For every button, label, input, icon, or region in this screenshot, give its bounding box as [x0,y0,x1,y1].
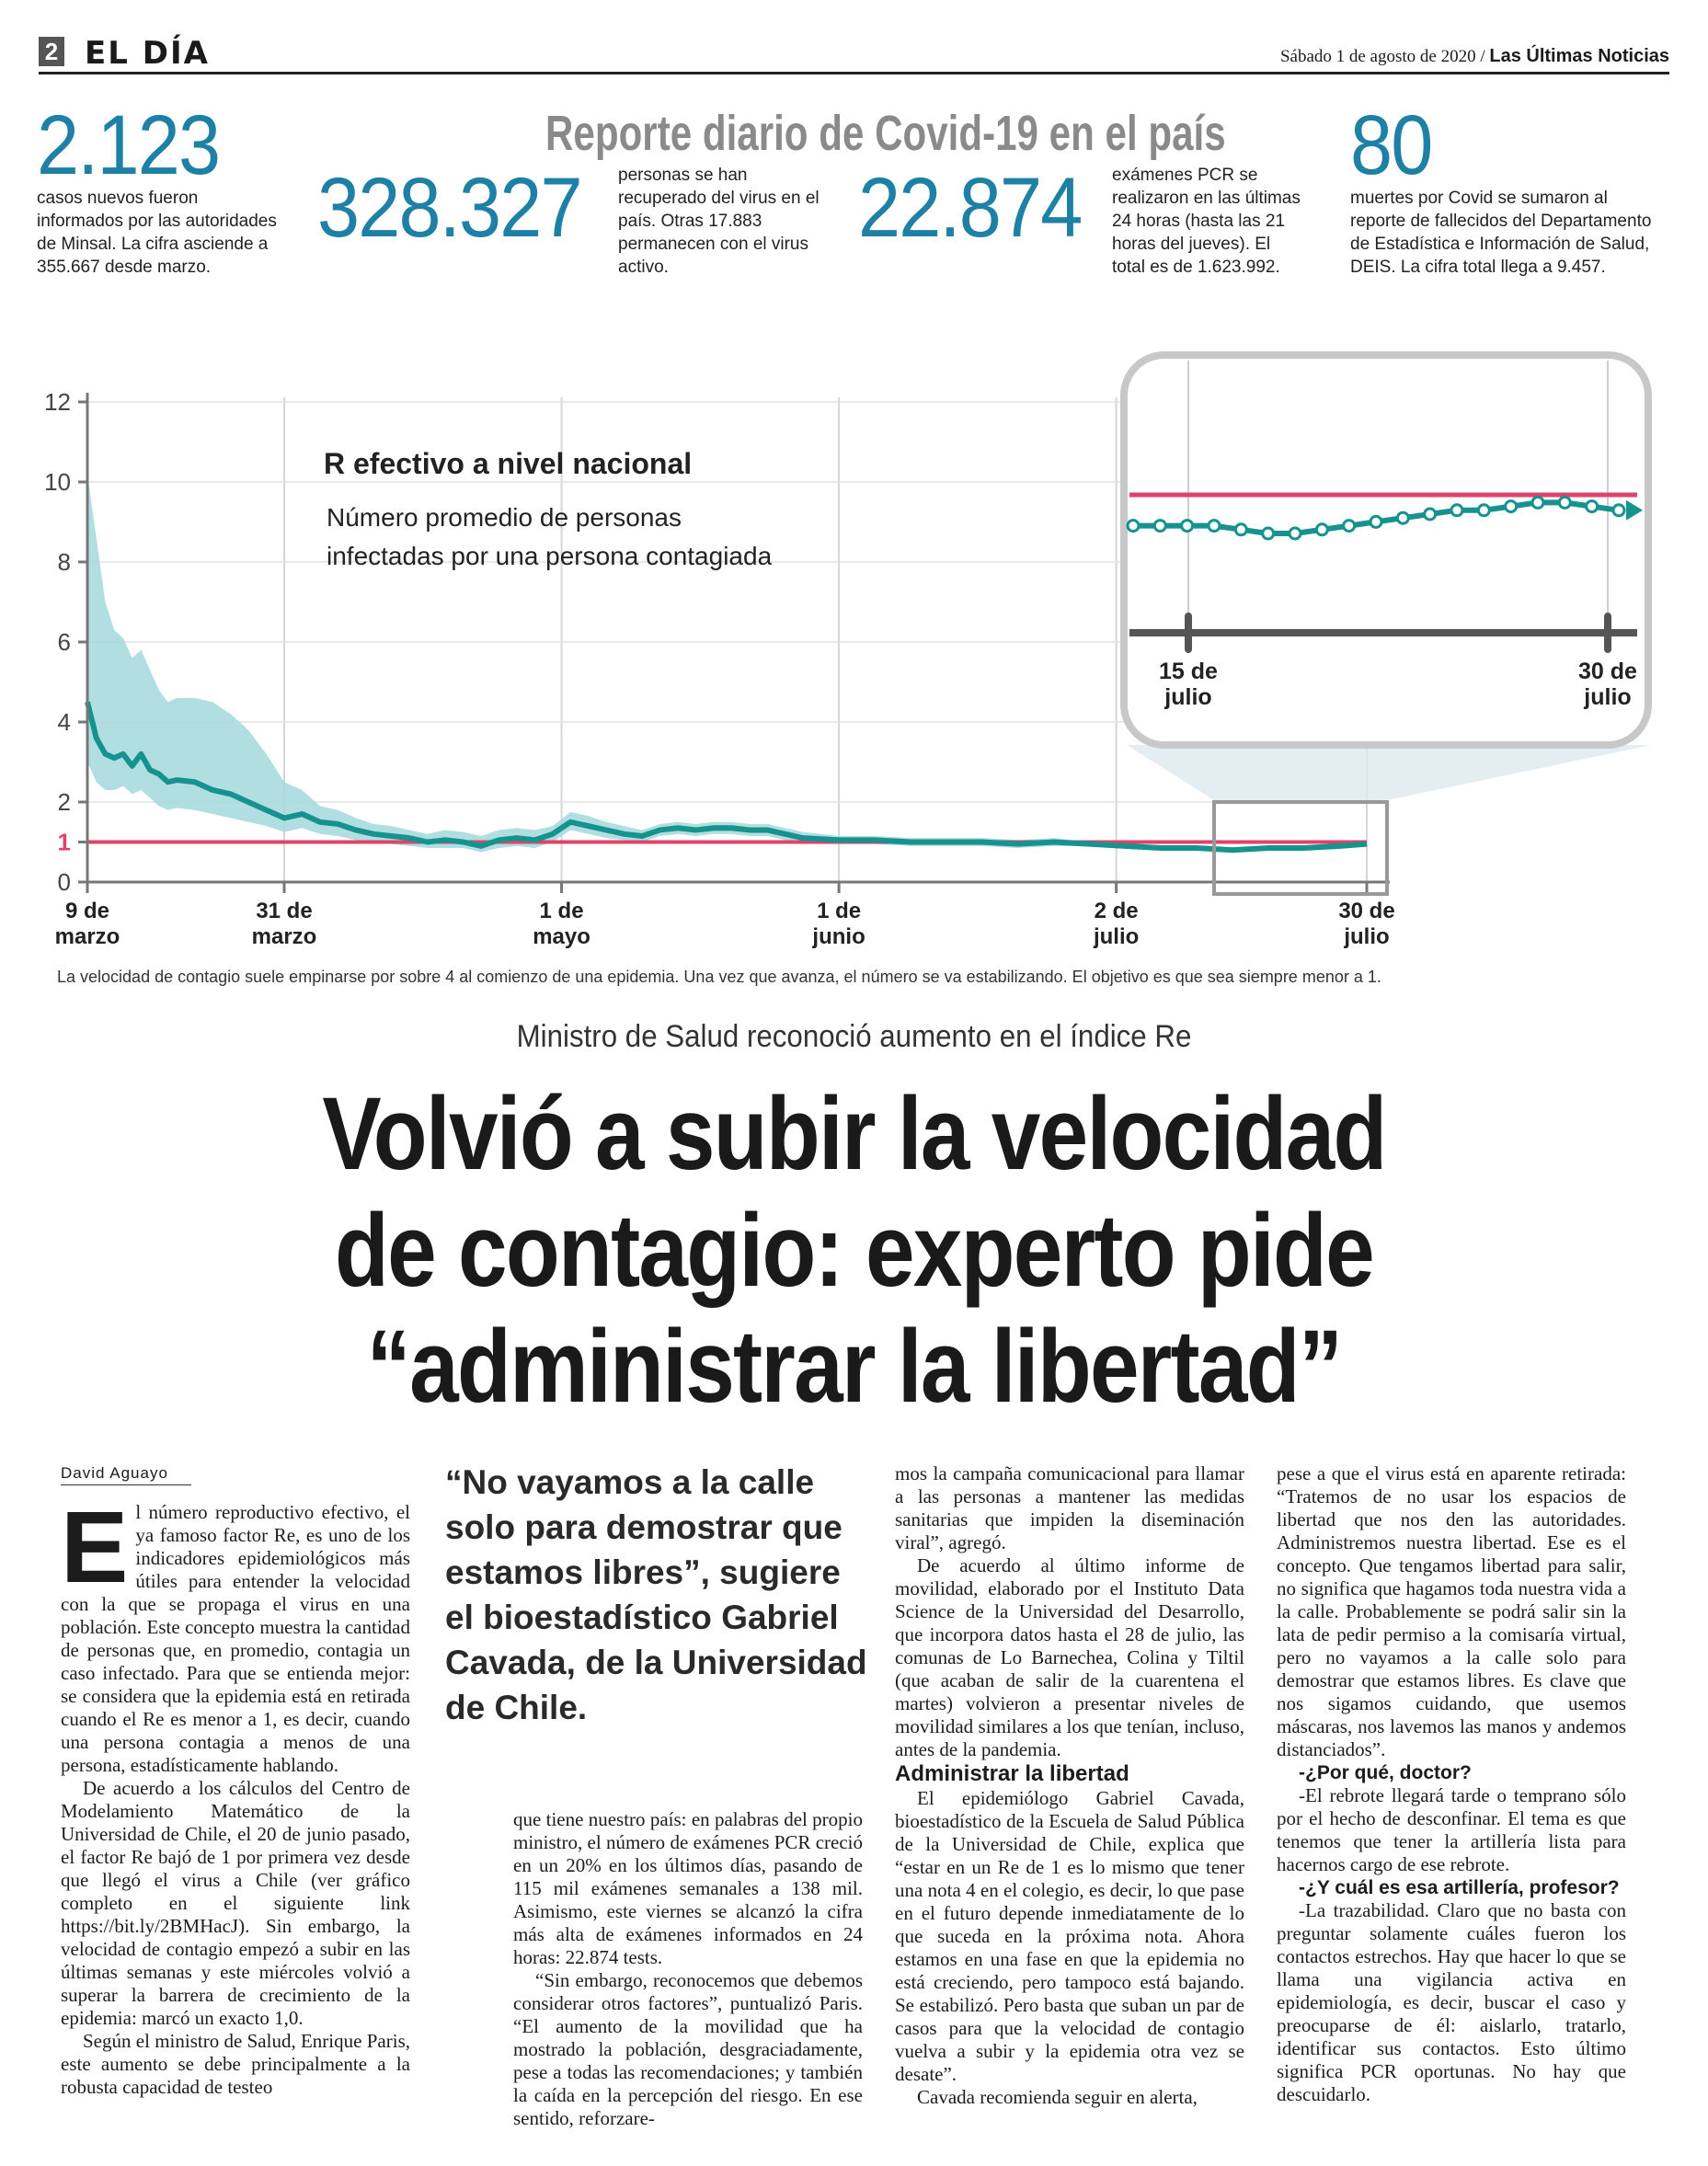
inset-tick-label: 15 de [1159,659,1218,684]
stat-deaths-text: muertes por Covid se sumaron al reporte de fallecidos del Departamento de Estadística e Información de Salud, DEIS. La cifra total llega a 9.457. [1350,189,1652,277]
y-tick-label: 4 [57,708,71,736]
y-tick-label: 0 [57,868,71,896]
x-tick-label: marzo [54,924,120,949]
interview-question: -¿Por qué, doctor? [1299,1762,1472,1783]
inset-point [1316,524,1327,535]
stat-new-cases-text: casos nuevos fueron informados por las autoridades de Minsal. La cifra asciende a 355.667 desde marzo. [37,189,277,277]
stat-recovered-value: 328.327 [317,161,581,255]
inset-point [1425,509,1436,520]
column-4 [1277,1462,1626,2106]
inset-point [1209,521,1220,532]
inset-point [1532,497,1543,508]
report-title: Reporte diario de Covid-19 en el país [545,106,1226,161]
y-tick-label: 1 [57,828,71,856]
column-3 [895,1462,1244,2109]
x-tick-label: 9 de [64,899,110,923]
inset-point [1559,497,1570,508]
inset-point [1235,524,1246,535]
chart-subtitle-2: infectadas por una persona contagiada [327,542,773,570]
col4-paragraph: -La trazabilidad. Claro que no basta con preguntar solamente cuáles fueron los contactos estrechos. Hay que hacer lo que se llama una vigilancia activa en epidemiología, es decir, buscar el caso y preocuparse de él: aislarlo, tratarlo, identificar sus contactos. Esto último significa PCR oportunas. No hay que descuidarlo. [1277,1899,1626,2105]
inset-point [1451,505,1462,516]
inset-point [1478,505,1489,516]
page-number: 2 [39,37,64,66]
stat-new-cases-value: 2.123 [37,98,220,192]
x-tick-label: 1 de [539,899,584,923]
inset-point [1506,501,1517,512]
inset-point [1263,528,1274,539]
x-tick-label: julio [1093,924,1140,949]
stat-pcr-value: 22.874 [858,161,1082,255]
inset-tick-label: julio [1164,684,1212,710]
col4-paragraph: pese a que el virus está en aparente retirada: “Tratemos de no usar los espacios de libertad que nos den las autoridades. Administremos nuestra libertad. Ese es el concepto. Que tengamos libertad para salir, no significa que hagamos toda nuestra vida a la calle. Probablemente se podrá salir sin la lata de pedir permiso a la comisaría virtual, pero no vayamos a la calle solo para demostrar que estamos libres. Es clave que nos sigamos cuidando, que usemos máscaras, nos lavemos las manos y andemos distanciados”. [1277,1462,1626,1760]
interview-question: -¿Y cuál es esa artillería, profesor? [1299,1877,1620,1898]
x-tick-label: mayo [533,924,590,949]
col1-paragraph: Según el ministro de Salud, Enrique Paris, este aumento se debe principalmente a la robusta capacidad de testeo [61,2030,410,2098]
zoom-connector [1127,745,1651,800]
y-tick-label: 6 [57,628,71,656]
x-tick-label: 2 de [1094,899,1139,923]
inset-tick-label: julio [1584,684,1632,710]
subhead: Administrar la libertad [895,1761,1129,1786]
x-tick-label: 1 de [817,899,862,923]
col3-paragraph: mos la campaña comunicacional para llamar a las personas a mantener las medidas sanitarias que impiden la diseminación viral”, agregó. [895,1462,1244,1553]
re-chart [0,0,1708,993]
col1-paragraph: l número reproductivo efectivo, el ya famoso factor Re, es uno de los indicadores epidemiológicos más útiles para entender la velocidad con la que se propaga el virus en una población. Este concepto muestra la cantidad de personas que, en promedio, contagia un caso infectado. Para que se entienda mejor: se considera que la epidemia está en retirada cuando el Re es menor a 1, es decir, cuando una persona contagia a menos de una persona, estadísticamente hablando. [61,1501,410,1776]
y-tick-label: 2 [57,788,71,816]
section-title: EL DÍA [85,35,210,72]
chart-title: R efectivo a nivel nacional [324,447,693,480]
headline-line-3: “administrar la libertad” [366,1309,1342,1425]
stat-deaths-value: 80 [1350,98,1432,192]
col1-paragraph: De acuerdo a los cálculos del Centro de Modelamiento Matemático de la Universidad de Chile, el 20 de junio pasado, el factor Re bajó de 1 por primera vez desde que llegó el virus a Chile (ver gráfico completo en el siguiente link https://bit.ly/2BMHacJ). Sin embargo, la velocidad de contagio empezó a subir en las últimas semanas y este miércoles volvió a superar la barrera de crecimiento de la epidemia: marcó un exacto 1,0. [61,1777,410,2029]
y-tick-label: 8 [57,548,71,576]
chart-caption: La velocidad de contagio suele empinarse por sobre 4 al comienzo de una epidemia. Una vez que avanza, el número se va estabilizando. El objetivo es que sea siempre menor a 1. [57,968,1381,986]
x-tick-label: 31 de [256,899,313,923]
inset-point [1397,512,1408,523]
chart-subtitle-1: Número promedio de personas [327,503,682,532]
kicker: Ministro de Salud reconoció aumento en el índice Re [516,1019,1192,1054]
pullquote: “No vayamos a la calle solo para demostrar que estamos libres”, sugiere el bioestadístico Gabriel Cavada, de la Universidad de Chile. [445,1463,867,1726]
date: Sábado 1 de agosto de 2020 / [1279,47,1485,66]
col2-paragraph: “Sin embargo, reconocemos que debemos considerar otros factores”, puntualizó Paris. “El aumento de la movilidad que ha mostrado la población, desgraciadamente, pese a todas las recomendaciones; y también la caída en la percepción del riesgo. En ese sentido, reforzare- [513,1969,863,2129]
y-tick-label: 12 [44,388,71,416]
inset-point [1370,516,1381,527]
inset-point [1587,501,1598,512]
inset-point [1344,521,1355,532]
col3-paragraph: El epidemiólogo Gabriel Cavada, bioestadístico de la Escuela de Salud Pública de la Universidad de Chile, explica que “estar en un Re de 1 es lo mismo que tener una nota 4 en el colegio, es decir, lo que pase en el futuro depende inmediatamente de lo que suceda en la próxima nota. Ahora estamos en una fase en que la epidemia no está creciendo, pero tampoco está bajando. Se estabilizó. Pero basta que suban un par de casos para que la velocidad de contagio vuelva a subir y la epidemia otra vez se desate”. [895,1787,1244,2085]
stat-recovered-text: personas se han recuperado del virus en el país. Otras 17.883 permanecen con el virus activo. [618,166,820,277]
headline-line-2: de contagio: experto pide [334,1192,1374,1308]
stat-pcr-text: exámenes PCR se realizaron en las últimas 24 horas (hasta las 21 horas del jueves). El total es de 1.623.992. [1112,166,1301,277]
column-2 [513,1808,863,2130]
y-tick-label: 10 [44,468,71,496]
dropcap: E [61,1491,129,1604]
x-tick-label: junio [812,924,865,949]
col2-paragraph: que tiene nuestro país: en palabras del propio ministro, el número de exámenes PCR creció en un 20% en los últimos días, pasando de 115 mil exámenes semanales a 138 mil. Asimismo, este viernes se alcanzó la cifra más alta de exámenes informados en 24 horas: 22.874 tests. [513,1808,863,1968]
x-tick-label: marzo [251,924,317,949]
newspaper-name: Las Últimas Noticias [1489,46,1669,66]
headline-line-1: Volvió a subir la velocidad [322,1076,1386,1191]
inset-point [1128,521,1139,532]
col3-paragraph: Cavada recomienda seguir en alerta, [917,2086,1198,2108]
inset-tick-label: 30 de [1578,659,1637,684]
inset-point [1290,528,1301,539]
inset-point [1613,505,1624,516]
col3-paragraph: De acuerdo al último informe de movilidad, elaborado por el Instituto Data Science de la Universidad del Desarrollo, que incorpora datos hasta el 28 de julio, las comunas de Lo Barnechea, Colina y Tiltil (que acaban de salir de la cuarentena el martes) volvieron a presentar niveles de movilidad similares a los que tenían, incluso, antes de la pandemia. [895,1554,1244,1760]
col4-paragraph: -El rebrote llegará tarde o temprano sólo por el hecho de desconfinar. El tema es que tenemos que tener la artillería lista para hacernos cargo de ese rebrote. [1277,1784,1626,1875]
inset-point [1154,521,1165,532]
x-tick-label: julio [1344,924,1390,949]
column-1 [61,1491,410,2099]
inset-point [1182,521,1193,532]
byline: David Aguayo [61,1464,191,1485]
headline [0,1076,1708,1426]
x-tick-label: 30 de [1338,899,1395,923]
inset-zoom [1124,355,1648,745]
